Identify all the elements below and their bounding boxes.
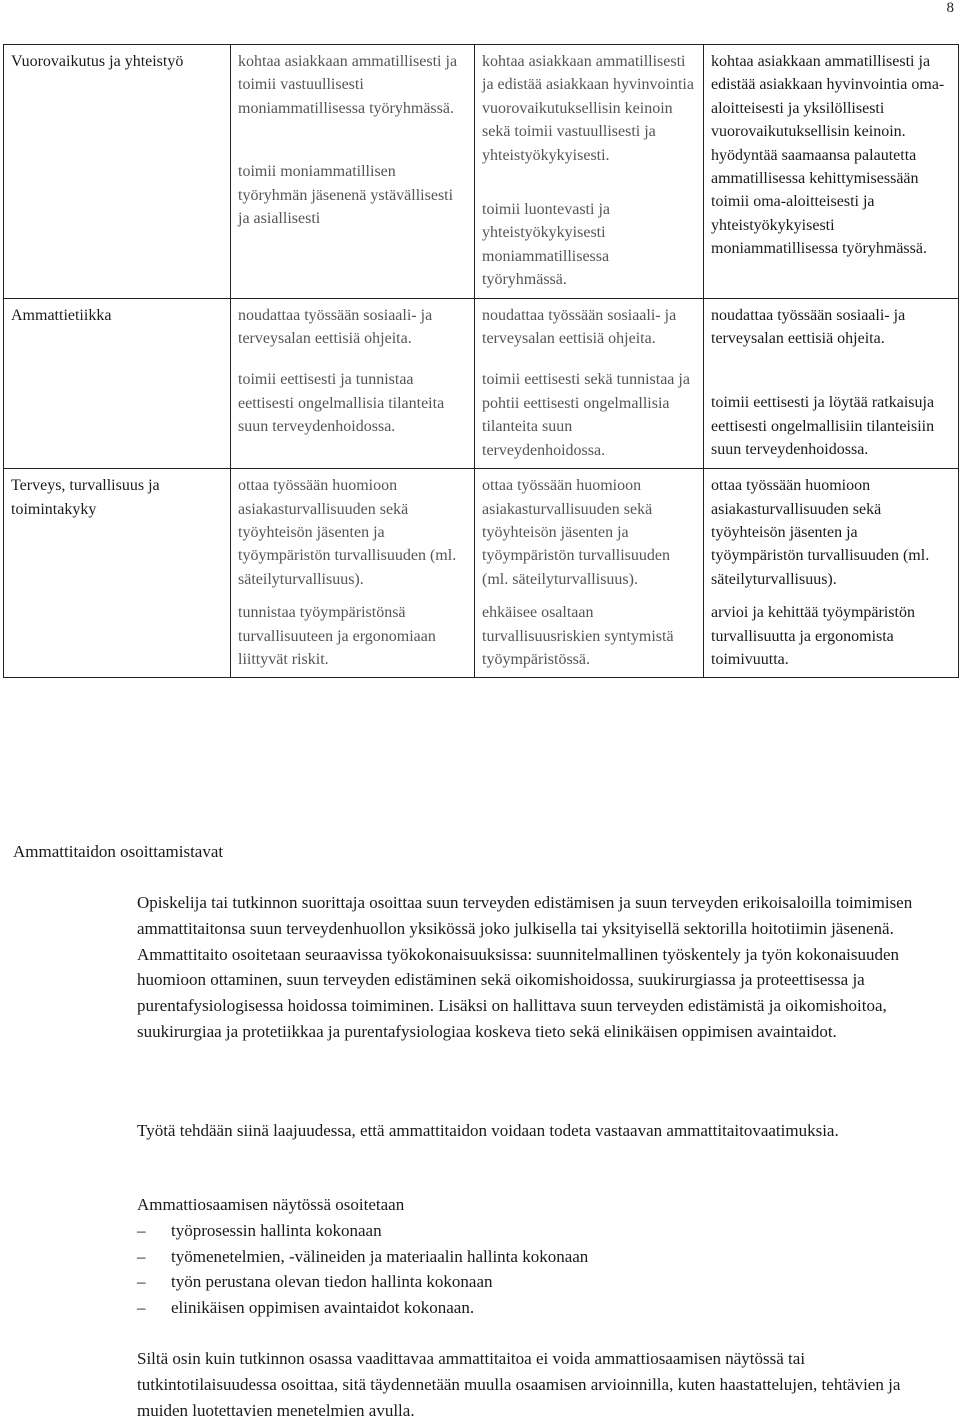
criterion-text: ottaa työssään huomioon asiakasturvallisuuden sekä työyhteisön jäsenten ja työympäristön turvallisuuden (ml. säteilyturvallisuus). [238, 477, 457, 588]
criterion-text: noudattaa työssään sosiaali- ja terveysalan eettisiä ohjeita. [238, 306, 433, 348]
dash-marker: – [137, 1298, 146, 1318]
criterion-text: hyödyntää saamaansa palautetta ammatillisessa kehittymisessään [711, 146, 919, 188]
dash-marker: – [137, 1220, 146, 1240]
criteria-cell-good [475, 469, 704, 678]
table-row-vuorovaikutus [4, 45, 959, 299]
list-item-text: työmenetelmien, -välineiden ja materiaalin hallinta kokonaan [171, 1246, 589, 1266]
criterion-text: toimii eettisesti sekä tunnistaa ja pohtii eettisesti ongelmallisia tilanteita suun terveydenhoidossa. [482, 371, 690, 459]
paragraph-scope: Työtä tehdään siinä laajuudessa, että ammattitaidon voidaan todeta vastaavan ammattitaitovaatimuksia. [137, 1121, 839, 1140]
criteria-cell-excellent [704, 298, 959, 468]
criterion-text: toimii oma-aloitteisesti ja yhteistyökykyisesti moniammatillisessa työryhmässä. [711, 193, 927, 258]
criterion-text: kohtaa asiakkaan ammatillisesti ja edistää asiakkaan hyvinvointia oma-aloitteisesti ja yksilöllisesti vuorovaikutuksellisin keinoin. [711, 53, 945, 141]
criterion-text: noudattaa työssään sosiaali- ja terveysalan eettisiä ohjeita. [711, 306, 906, 348]
criterion-text: arvioi ja kehittää työympäristön turvallisuutta ja ergonomista toimivuutta. [711, 604, 915, 668]
assessment-criteria-table [3, 44, 959, 678]
row-topic: Terveys, turvallisuus ja toimintakyky [4, 469, 231, 678]
list-intro: Ammattiosaamisen näytössä osoitetaan [137, 1195, 405, 1214]
table-row-terveys [4, 469, 959, 678]
paragraph-supplement: Siltä osin kuin tutkinnon osassa vaadittavaa ammattitaitoa ei voida ammattiosaamisen näytössä tai tutkintotilaisuudessa osoittaa, sitä täydennetään muulla osaamisen arvioinnilla, kuten haastattelujen, tehtävien ja muiden luotettavien menetelmien avulla. [137, 1349, 901, 1420]
criterion-text: toimii eettisesti ja tunnistaa eettisesti ongelmallisia tilanteita suun terveydenhoidossa. [238, 371, 445, 436]
criteria-cell-excellent [704, 45, 959, 299]
list-item [137, 1295, 949, 1321]
criteria-cell-excellent [704, 469, 959, 678]
criterion-text: noudattaa työssään sosiaali- ja terveysalan eettisiä ohjeita. [482, 306, 677, 348]
dash-marker: – [137, 1246, 146, 1266]
row-topic: Ammattietiikka [4, 298, 231, 468]
list-item [137, 1244, 949, 1270]
criteria-cell-good [475, 45, 704, 299]
list-item-text: työn perustana olevan tiedon hallinta kokonaan [171, 1272, 493, 1292]
demonstration-list-block [137, 1192, 949, 1321]
list-item-text: työprosessin hallinta kokonaan [171, 1220, 382, 1240]
criterion-text: tunnistaa työympäristönsä turvallisuuteen ja ergonomiaan liittyvät riskit. [238, 604, 436, 668]
criteria-cell-satisfactory [231, 45, 475, 299]
list-item [137, 1269, 949, 1295]
criterion-text: ottaa työssään huomioon asiakasturvallisuuden sekä työyhteisön jäsenten ja työympäristön turvallisuuden (ml. säteilyturvallisuus). [482, 477, 670, 588]
criterion-text: ehkäisee osaltaan turvallisuusriskien syntymistä työympäristössä. [482, 604, 674, 668]
criterion-text: toimii moniammatillisen työryhmän jäsenenä ystävällisesti ja asiallisesti [238, 163, 454, 228]
list-item [137, 1218, 949, 1244]
criterion-text: toimii luontevasti ja yhteistyökykyisesti moniammatillisessa työryhmässä. [482, 201, 610, 289]
criteria-cell-good [475, 298, 704, 468]
demonstration-list [137, 1218, 949, 1321]
criteria-cell-satisfactory [231, 298, 475, 468]
criterion-text: toimii eettisesti ja löytää ratkaisuja eettisesti ongelmallisiin tilanteisiin suun terveydenhoidossa. [711, 394, 935, 459]
row-topic: Vuorovaikutus ja yhteistyö [4, 45, 231, 299]
list-item-text: elinikäisen oppimisen avaintaidot kokonaan. [171, 1298, 475, 1318]
criterion-text: kohtaa asiakkaan ammatillisesti ja toimii vastuullisesti moniammatillisessa työryhmässä. [238, 53, 458, 117]
dash-marker: – [137, 1272, 146, 1292]
section-heading: Ammattitaidon osoittamistavat [13, 842, 224, 861]
page-number: 8 [946, 0, 954, 16]
table-row-ammattietiikka [4, 298, 959, 468]
criterion-text: ottaa työssään huomioon asiakasturvallisuuden sekä työyhteisön jäsenten ja työympäristön turvallisuuden (ml. säteilyturvallisuus). [711, 477, 930, 588]
criteria-cell-satisfactory [231, 469, 475, 678]
criterion-text: kohtaa asiakkaan ammatillisesti ja edistää asiakkaan hyvinvointia vuorovaikutuksellisin keinoin sekä toimii vastuullisesti ja yhteistyökykyisesti. [482, 53, 694, 164]
paragraph-demonstration: Opiskelija tai tutkinnon suorittaja osoittaa suun terveyden edistämisen ja suun terveyden erikoisaloilla toimimisen ammattitaitonsa suun terveydenhuollon yksikössä joko julkisella tai yksityisellä sektorilla hoitotiimin jäsenenä. Ammattitaito osoitetaan seuraavissa työkokonaisuuksissa: suunnitelmallinen työskentely ja työn kokonaisuuden huomioon ottaminen, suun terveyden edistäminen sekä oikomishoidossa, suukirurgiassa ja proteettisessa ja purentafysiologisessa hoidossa toimiminen. Lisäksi on hallittava suun terveyden edistämistä ja oikomishoitoa, suukirurgiaa ja protetiikkaa ja purentafysiologiaa koskeva tieto sekä elinikäisen oppimisen avaintaidot. [137, 893, 913, 1041]
